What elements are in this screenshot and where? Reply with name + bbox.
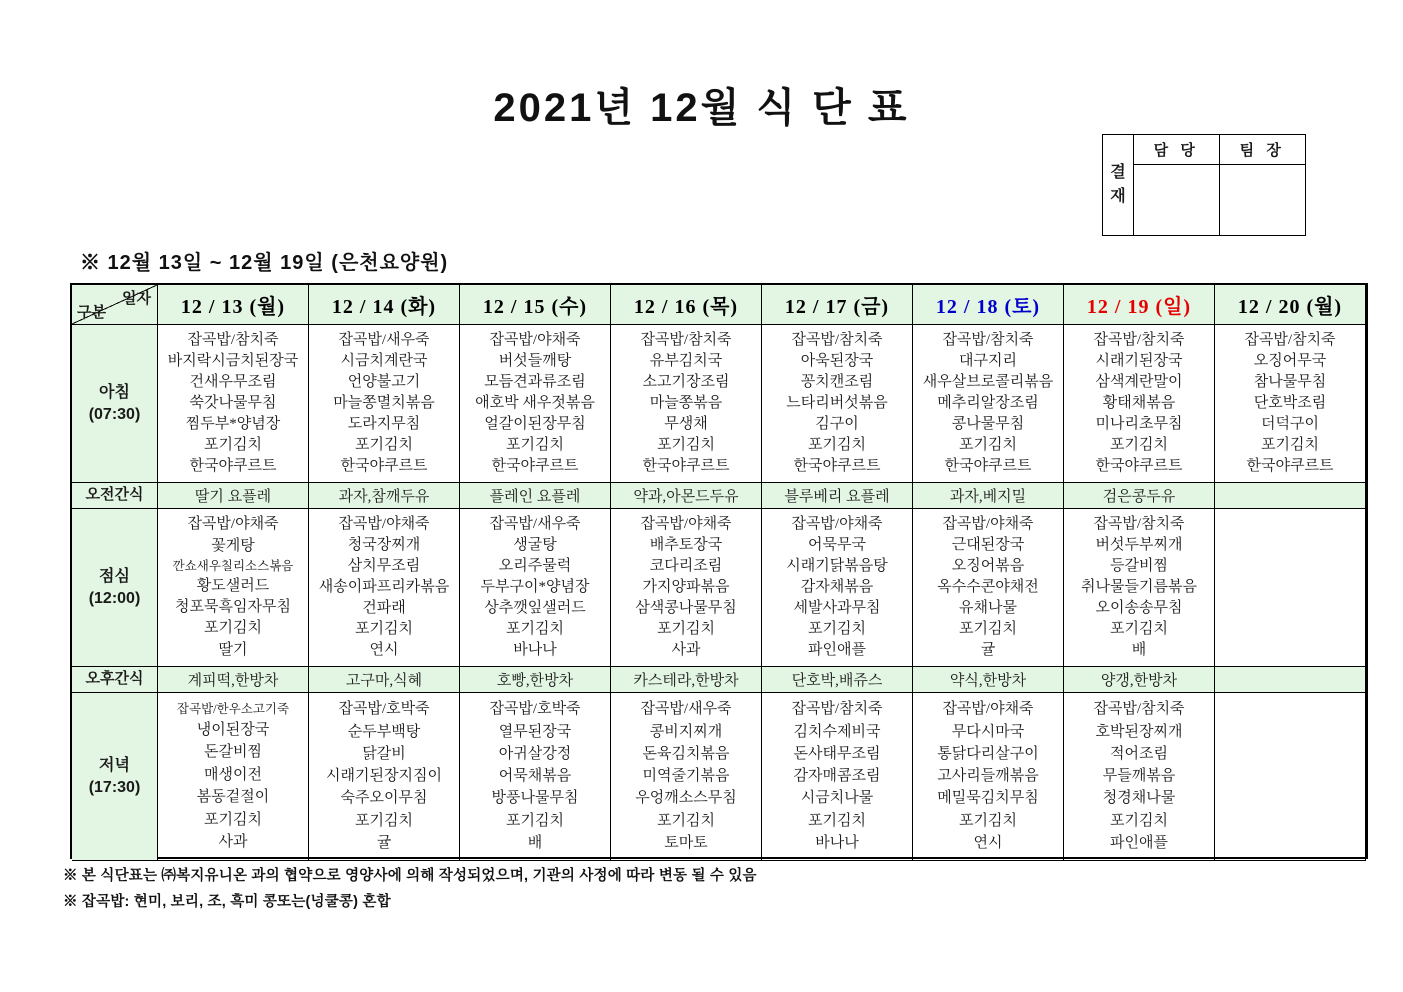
menu-item: 배추토장국 (649, 537, 723, 553)
meal-cell (762, 325, 913, 483)
meal-cell (762, 693, 913, 861)
menu-item: 귤 (376, 834, 392, 851)
menu-item: 잡곡밥/참치죽 (1093, 516, 1185, 532)
menu-item: 연시 (973, 834, 1003, 851)
menu-item: 소고기장조림 (642, 374, 730, 390)
menu-item: 매생이전 (204, 766, 262, 783)
meal-cell (309, 325, 460, 483)
menu-item: 포기김치 (1110, 437, 1168, 453)
corner-label-category: 구분 (77, 304, 106, 321)
menu-item: 순두부백탕 (347, 723, 421, 740)
menu-item: 바나나 (513, 642, 557, 658)
menu-item: 잡곡밥/참치죽 (1244, 332, 1336, 348)
menu-item: 사과 (671, 642, 701, 658)
menu-item: 감자채볶음 (800, 579, 874, 595)
menu-item: 포기김치 (657, 621, 715, 637)
menu-item: 건파래 (362, 600, 406, 616)
menu-item: 포기김치 (959, 437, 1017, 453)
menu-item: 등갈비찜 (1110, 558, 1168, 574)
menu-item: 잡곡밥/새우죽 (489, 516, 581, 532)
menu-item: 토마토 (664, 834, 708, 851)
menu-item: 마늘쫑볶음 (649, 395, 723, 411)
menu-item: 배 (527, 834, 543, 851)
menu-item: 새우살브로콜리볶음 (922, 374, 1054, 390)
menu-item: 닭갈비 (362, 745, 406, 762)
row-label-text: 저녁 (99, 756, 130, 774)
menu-item: 한국야쿠르트 (793, 458, 881, 474)
menu-item: 열무된장국 (498, 723, 572, 740)
meal-cell (309, 693, 460, 861)
menu-item: 쑥갓나물무침 (189, 395, 277, 411)
menu-item: 상추깻잎샐러드 (484, 600, 586, 616)
snack-cell (1215, 667, 1366, 693)
menu-item: 모듬견과류조림 (484, 374, 586, 390)
menu-item: 한국야쿠르트 (1246, 458, 1334, 474)
date-header-col-1: 12 / 13 (월) (158, 285, 309, 325)
menu-item: 깐쇼새우칠리소스볶음 (172, 558, 294, 573)
approval-sign-cell-damdang (1134, 165, 1220, 235)
menu-item: 오이송송무침 (1095, 600, 1183, 616)
menu-item: 포기김치 (204, 811, 262, 828)
menu-item: 도라지무침 (347, 416, 421, 432)
menu-item: 포기김치 (1110, 621, 1168, 637)
date-header-col-2: 12 / 14 (화) (309, 285, 460, 325)
menu-item: 숙주오이무침 (340, 790, 428, 807)
snack-cell (1215, 483, 1366, 509)
meal-cell (158, 509, 309, 667)
table-corner-cell (72, 285, 158, 325)
menu-item: 연시 (369, 642, 399, 658)
week-range-subtitle: ※ 12월 13일 ~ 12월 19일 (은천요양원) (80, 252, 449, 274)
row-label-오전간식 (72, 483, 158, 509)
menu-item: 잡곡밥/야채죽 (338, 516, 430, 532)
menu-item: 단호박조림 (1253, 395, 1327, 411)
menu-item: 포기김치 (355, 812, 413, 829)
menu-item: 마늘쫑멸치볶음 (333, 395, 435, 411)
meal-cell (1064, 693, 1215, 861)
date-header-col-6: 12 / 18 (토) (913, 285, 1064, 325)
menu-item: 생굴탕 (513, 537, 557, 553)
menu-item: 가지양파볶음 (642, 579, 730, 595)
menu-item: 포기김치 (657, 437, 715, 453)
meal-cell (762, 509, 913, 667)
meal-cell (1215, 325, 1366, 483)
meal-cell (1064, 509, 1215, 667)
meal-cell (1064, 325, 1215, 483)
snack-cell: 단호박,배쥬스 (762, 667, 913, 693)
menu-item: 오징어볶음 (951, 558, 1025, 574)
menu-item: 아욱된장국 (800, 353, 874, 369)
date-header-col-5: 12 / 17 (금) (762, 285, 913, 325)
row-label-text: 아침 (99, 383, 130, 401)
menu-item: 삼치무조림 (347, 558, 421, 574)
meal-cell (1215, 693, 1366, 861)
meal-cell (913, 693, 1064, 861)
menu-item: 오징어무국 (1253, 353, 1327, 369)
menu-item: 한국야쿠르트 (944, 458, 1032, 474)
menu-item: 미나리초무침 (1095, 416, 1183, 432)
menu-item: 포기김치 (808, 621, 866, 637)
menu-item: 우엉깨소스무침 (635, 790, 737, 807)
menu-item: 잡곡밥/참치죽 (1093, 701, 1185, 718)
menu-item: 적어조림 (1110, 745, 1168, 762)
menu-item: 포기김치 (1110, 812, 1168, 829)
menu-item: 미역줄기볶음 (642, 768, 730, 784)
menu-item: 잡곡밥/한우소고기죽 (176, 701, 290, 716)
menu-item: 시래기된장국 (1095, 353, 1183, 369)
menu-item: 배 (1131, 642, 1147, 658)
snack-cell: 딸기 요플레 (158, 483, 309, 509)
menu-item: 잡곡밥/야채죽 (942, 701, 1034, 718)
row-label-text: 오후간식 (85, 670, 144, 688)
meal-cell (158, 693, 309, 861)
menu-item: 유채나물 (959, 600, 1017, 616)
menu-item: 한국야쿠르트 (642, 458, 730, 474)
row-label-점심 (72, 509, 158, 667)
menu-item: 포기김치 (506, 437, 564, 453)
row-label-time: (07:30) (88, 405, 141, 423)
date-header-col-4: 12 / 16 (목) (611, 285, 762, 325)
footer-note-1: ※ 본 식단표는 ㈜복지유니온 과의 협약으로 영양사에 의해 작성되었으며, 기관의 사정에 따라 변동 될 수 있음 (63, 868, 757, 884)
menu-item: 얼갈이된장무침 (484, 416, 586, 432)
menu-item: 취나물들기름볶음 (1081, 579, 1197, 595)
approval-title (1103, 135, 1134, 235)
snack-cell: 과자,참깨두유 (309, 483, 460, 509)
menu-item: 꽃게탕 (211, 537, 255, 554)
menu-item: 새송이파프리카볶음 (318, 579, 450, 595)
menu-item: 바지락시금치된장국 (167, 353, 299, 369)
footer-notes (63, 864, 757, 916)
menu-item: 통닭다리살구이 (937, 745, 1039, 762)
menu-item: 대구지리 (959, 353, 1017, 369)
menu-item: 포기김치 (506, 812, 564, 829)
menu-item: 황태채볶음 (1102, 395, 1176, 411)
menu-item: 한국야쿠르트 (1095, 458, 1183, 474)
menu-item: 애호박 새우젓볶음 (475, 395, 595, 411)
menu-item: 유부김치국 (649, 353, 723, 369)
menu-item: 파인애플 (1110, 834, 1168, 851)
meal-cell (1215, 509, 1366, 667)
row-label-time: (12:00) (88, 589, 141, 607)
menu-item: 느타리버섯볶음 (786, 395, 888, 411)
menu-item: 꽁치캔조림 (800, 374, 874, 390)
menu-item: 한국야쿠르트 (189, 458, 277, 474)
menu-item: 김구이 (815, 416, 859, 432)
menu-item: 삼색콩나물무침 (635, 600, 737, 616)
menu-item: 오리주물럭 (498, 558, 572, 574)
approval-columns (1134, 135, 1305, 235)
menu-item: 잡곡밥/새우죽 (338, 332, 430, 348)
menu-item: 방풍나물무침 (491, 790, 579, 807)
meal-cell (460, 325, 611, 483)
menu-item: 잡곡밥/야채죽 (489, 332, 581, 348)
menu-item: 버섯들깨탕 (498, 353, 572, 369)
menu-item: 잡곡밥/새우죽 (640, 701, 732, 718)
snack-cell: 블루베리 요플레 (762, 483, 913, 509)
menu-item: 시래기닭볶음탕 (786, 558, 888, 574)
menu-item: 더덕구이 (1261, 416, 1319, 432)
meal-cell (611, 325, 762, 483)
menu-item: 잡곡밥/야채죽 (791, 516, 883, 532)
menu-item: 포기김치 (657, 812, 715, 829)
menu-item: 사과 (218, 834, 248, 851)
meal-cell (460, 509, 611, 667)
snack-cell: 카스테라,한방차 (611, 667, 762, 693)
menu-item: 시금치계란국 (340, 353, 428, 369)
menu-item: 포기김치 (959, 812, 1017, 829)
date-header-col-8: 12 / 20 (월) (1215, 285, 1366, 325)
menu-item: 포기김치 (808, 812, 866, 829)
menu-item: 메추리알장조림 (937, 395, 1039, 411)
menu-item: 잡곡밥/참치죽 (1093, 332, 1185, 348)
snack-cell: 계피떡,한방차 (158, 667, 309, 693)
snack-cell: 약과,아몬드두유 (611, 483, 762, 509)
menu-item: 찜두부*양념장 (185, 416, 281, 432)
snack-cell: 호빵,한방차 (460, 667, 611, 693)
snack-cell: 과자,베지밀 (913, 483, 1064, 509)
menu-item: 귤 (980, 642, 996, 658)
menu-item: 청국장찌개 (347, 537, 421, 553)
menu-item: 돈사태무조림 (793, 745, 881, 762)
menu-item: 돈육김치볶음 (642, 745, 730, 762)
menu-item: 포기김치 (355, 621, 413, 637)
row-label-오후간식 (72, 667, 158, 693)
approval-sign-cell-timjang (1220, 165, 1306, 235)
menu-item: 버섯두부찌개 (1095, 537, 1183, 553)
menu-item: 포기김치 (355, 437, 413, 453)
menu-item: 잡곡밥/호박죽 (489, 701, 581, 718)
menu-item: 돈갈비찜 (204, 744, 262, 761)
approval-col-damdang: 담 당 (1134, 135, 1220, 165)
menu-item: 봄동겉절이 (196, 789, 270, 806)
menu-item: 포기김치 (204, 620, 262, 637)
approval-col-timjang: 팀 장 (1220, 135, 1306, 165)
menu-item: 무생채 (664, 416, 708, 432)
menu-item: 한국야쿠르트 (491, 458, 579, 474)
menu-item: 잡곡밥/야채죽 (187, 516, 279, 533)
menu-item: 포기김치 (506, 621, 564, 637)
menu-item: 근대된장국 (951, 537, 1025, 553)
menu-item: 잡곡밥/참치죽 (791, 332, 883, 348)
meal-cell (611, 693, 762, 861)
menu-item: 잡곡밥/참치죽 (791, 701, 883, 718)
snack-cell: 약식,한방차 (913, 667, 1064, 693)
menu-item: 메밀묵김치무침 (937, 790, 1039, 807)
menu-item: 잡곡밥/참치죽 (640, 332, 732, 348)
menu-item: 세발사과무침 (793, 600, 881, 616)
menu-item: 옥수수콘야채전 (937, 579, 1039, 595)
menu-item: 콩비지찌개 (649, 723, 723, 740)
menu-item: 잡곡밥/야채죽 (942, 516, 1034, 532)
menu-item: 시래기된장지짐이 (326, 768, 442, 784)
menu-item: 포기김치 (808, 437, 866, 453)
menu-item: 무들깨볶음 (1102, 768, 1176, 784)
menu-item: 포기김치 (1261, 437, 1319, 453)
meal-cell (913, 325, 1064, 483)
meal-cell (611, 509, 762, 667)
snack-cell: 양갱,한방차 (1064, 667, 1215, 693)
menu-item: 잡곡밥/참치죽 (942, 332, 1034, 348)
menu-item: 딸기 (218, 641, 248, 658)
menu-item: 잡곡밥/야채죽 (640, 516, 732, 532)
menu-item: 황도샐러드 (196, 577, 270, 594)
row-label-time: (17:30) (88, 778, 141, 796)
menu-item: 청경채나물 (1102, 790, 1176, 807)
menu-item: 코다리조림 (649, 558, 723, 574)
row-label-text: 점심 (99, 567, 130, 585)
menu-item: 호박된장찌개 (1095, 723, 1183, 740)
menu-item: 포기김치 (959, 621, 1017, 637)
menu-table (70, 283, 1368, 859)
snack-cell: 고구마,식혜 (309, 667, 460, 693)
corner-label-date: 일자 (122, 290, 151, 307)
menu-item: 바나나 (815, 834, 859, 851)
meal-cell (460, 693, 611, 861)
meal-cell (913, 509, 1064, 667)
menu-item: 한국야쿠르트 (340, 458, 428, 474)
menu-item: 어묵무국 (808, 537, 866, 553)
menu-item: 언양불고기 (347, 374, 421, 390)
approval-title-label: 결재 (1110, 164, 1126, 205)
row-label-저녁 (72, 693, 158, 861)
menu-item: 건새우무조림 (189, 374, 277, 390)
menu-item: 아귀살강정 (498, 745, 572, 762)
date-header-col-7: 12 / 19 (일) (1064, 285, 1215, 325)
page-title: 2021년 12월 식 단 표 (493, 86, 910, 130)
date-header-col-3: 12 / 15 (수) (460, 285, 611, 325)
menu-item: 어묵채볶음 (498, 768, 572, 784)
menu-item: 두부구이*양념장 (480, 579, 590, 595)
meal-cell (158, 325, 309, 483)
row-label-text: 오전간식 (85, 486, 144, 504)
menu-item: 잡곡밥/호박죽 (338, 701, 430, 718)
menu-item: 청포묵흑임자무침 (175, 599, 291, 616)
menu-item: 포기김치 (204, 437, 262, 453)
menu-item: 삼색계란말이 (1095, 374, 1183, 390)
meal-cell (309, 509, 460, 667)
menu-item: 냉이된장국 (196, 721, 270, 738)
snack-cell: 플레인 요플레 (460, 483, 611, 509)
menu-item: 잡곡밥/참치죽 (187, 332, 279, 348)
approval-box (1102, 134, 1306, 236)
snack-cell: 검은콩두유 (1064, 483, 1215, 509)
menu-item: 참나물무침 (1253, 374, 1327, 390)
menu-item: 감자매콤조림 (793, 768, 881, 784)
menu-item: 파인애플 (808, 642, 866, 658)
row-label-아침 (72, 325, 158, 483)
menu-item: 무다시마국 (951, 723, 1025, 740)
menu-item: 고사리들깨볶음 (937, 768, 1039, 784)
menu-item: 콩나물무침 (951, 416, 1025, 432)
menu-item: 시금치나물 (800, 790, 874, 807)
footer-note-2: ※ 잡곡밥: 현미, 보리, 조, 흑미 콩또는(넝쿨콩) 혼합 (63, 894, 391, 910)
menu-item: 김치수제비국 (793, 723, 881, 740)
